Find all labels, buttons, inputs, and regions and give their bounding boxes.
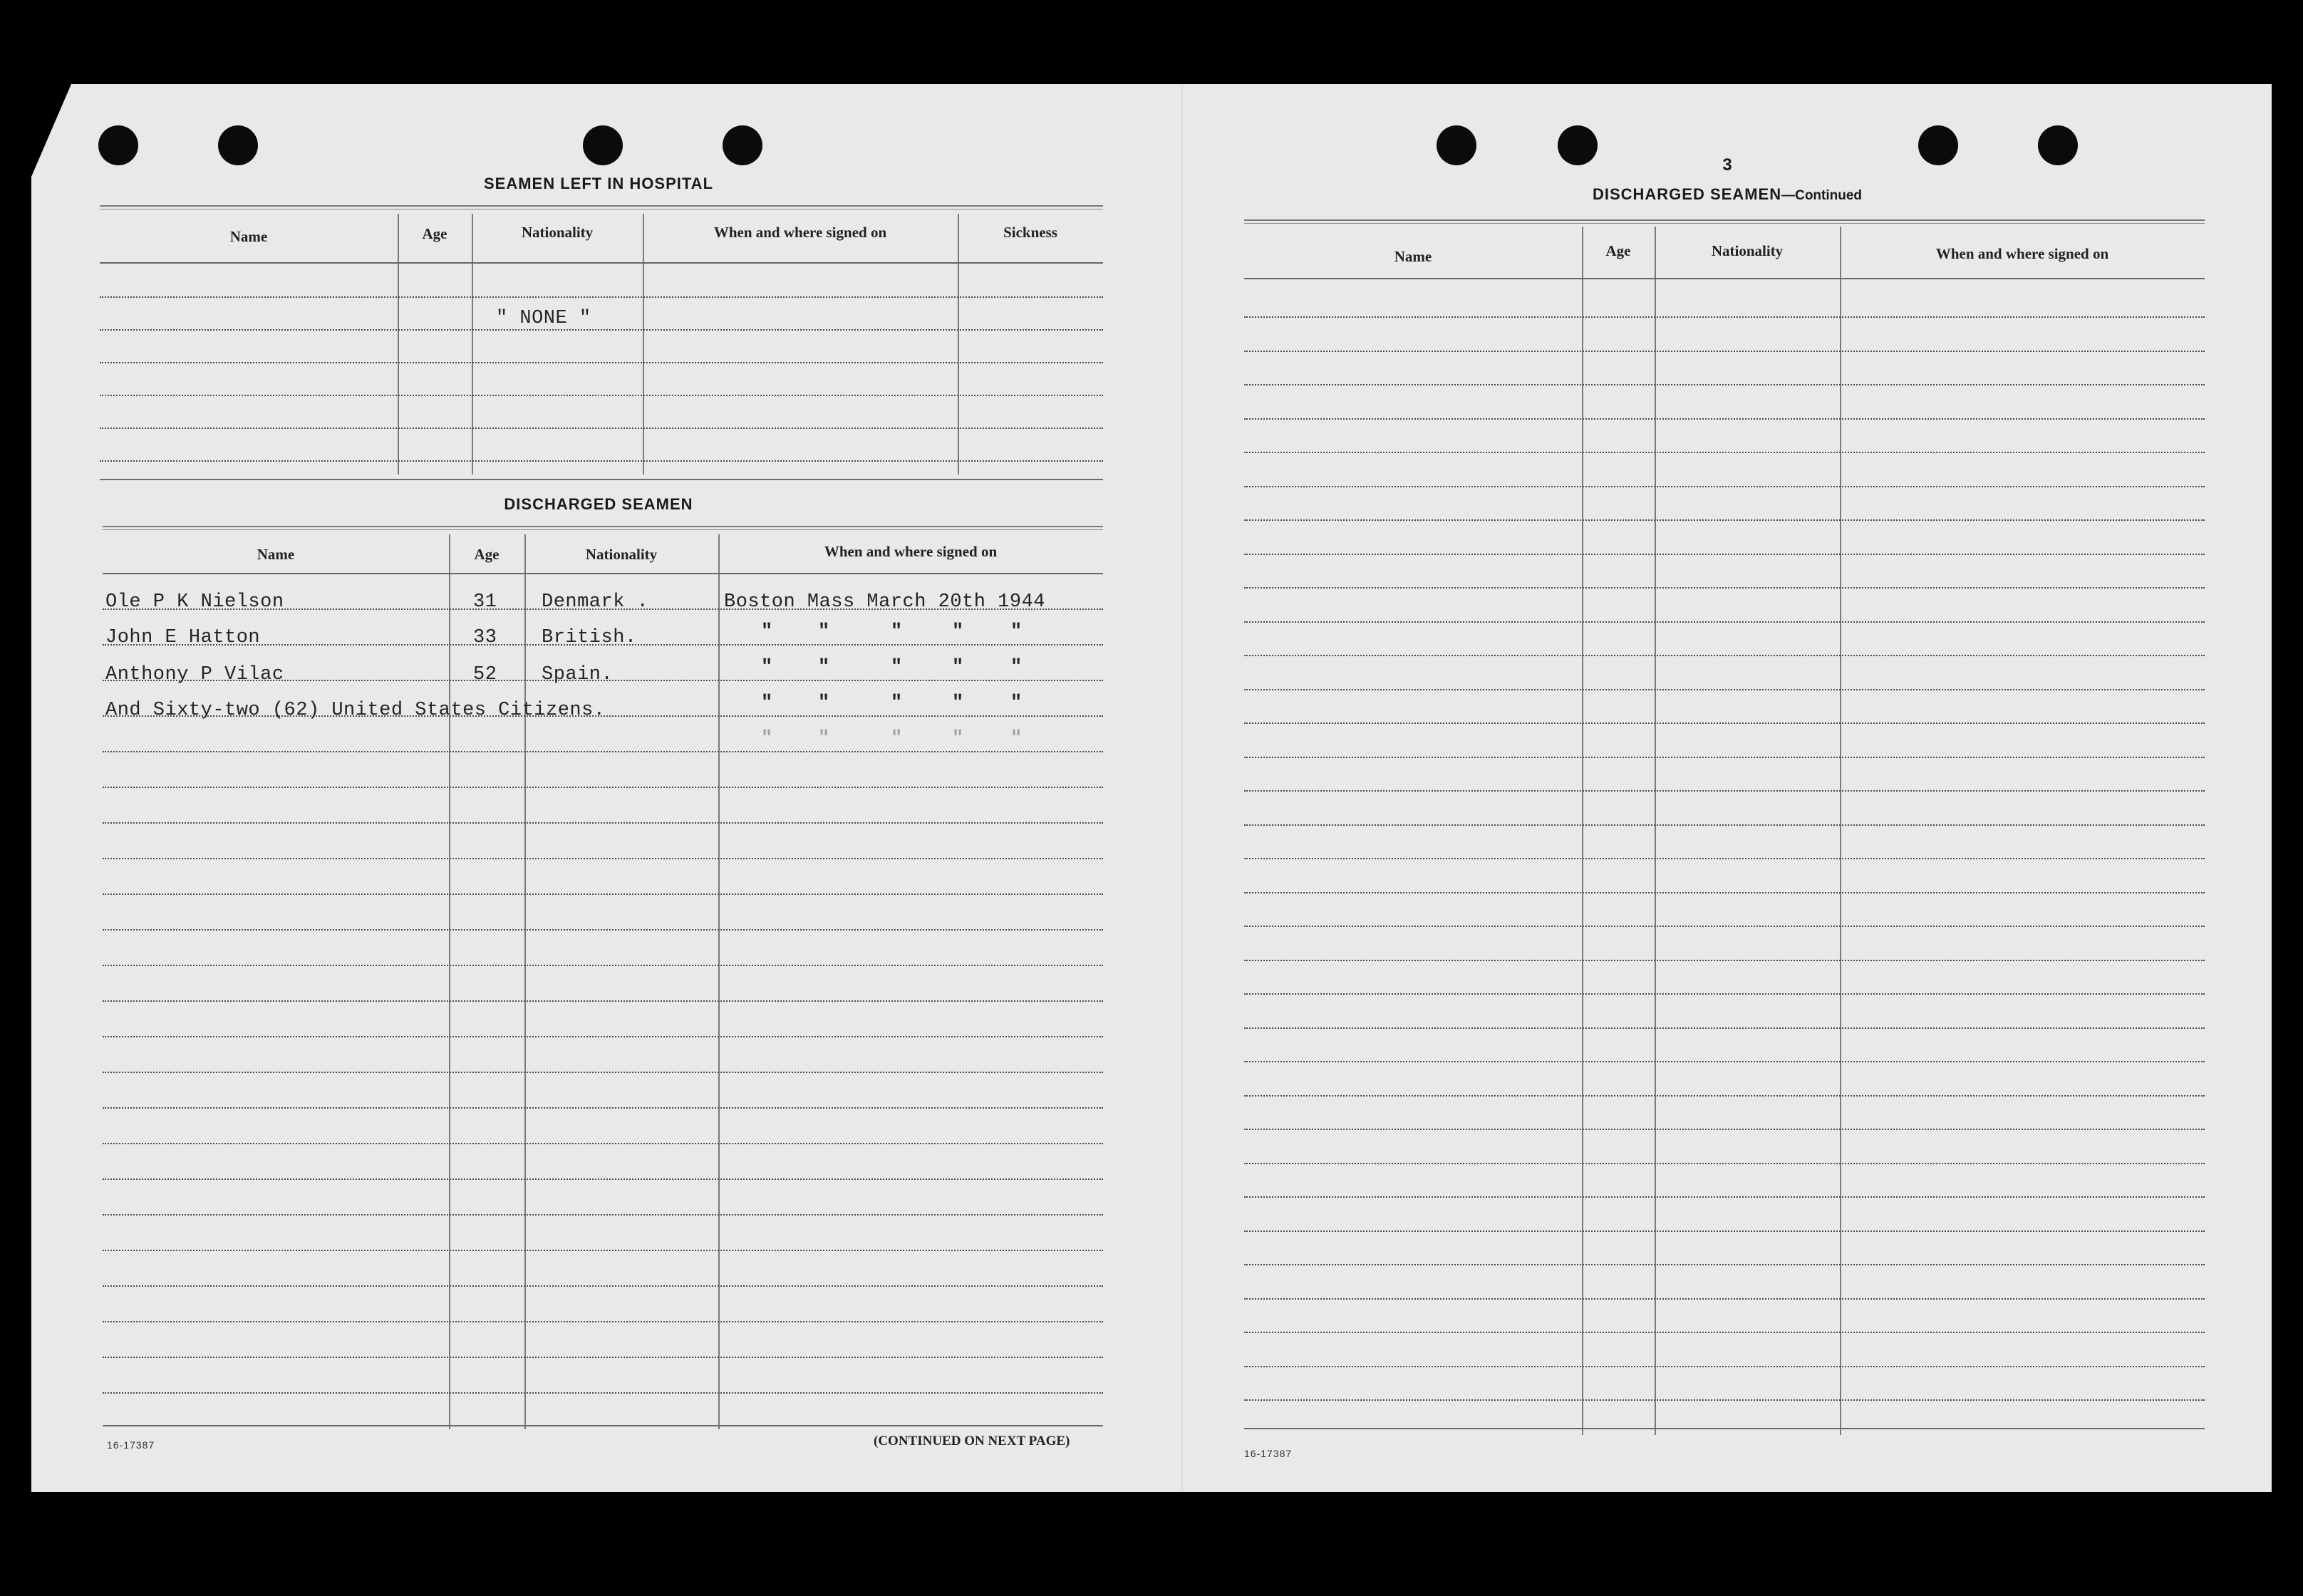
ruled-line: [103, 1392, 1103, 1394]
right-title-main: DISCHARGED SEAMEN: [1592, 185, 1782, 203]
continued-table: [1244, 219, 2205, 1435]
ditto-mark: ": [818, 693, 830, 714]
ruled-line: [103, 893, 1103, 895]
ditto-mark: ": [952, 657, 964, 678]
ditto-mark: ": [891, 693, 903, 714]
ruled-line: [103, 1178, 1103, 1180]
ruled-line: [1244, 587, 2205, 589]
ruled-line: [1244, 993, 2205, 995]
ruled-line: [103, 1036, 1103, 1037]
ditto-mark: ": [1010, 621, 1023, 643]
ditto-mark: ": [818, 728, 830, 750]
right-col-signed-on: When and where signed on: [1935, 245, 2109, 262]
right-col-name: Name: [1394, 248, 1432, 265]
ruled-line: [1244, 655, 2205, 656]
ditto-mark: ": [761, 693, 773, 714]
ruled-line: [1244, 1061, 2205, 1062]
ruled-line: [1244, 452, 2205, 453]
row-1-name: Ole P K Nielson: [105, 591, 284, 613]
ruled-line: [103, 1250, 1103, 1251]
ruled-line: [1244, 486, 2205, 487]
ruled-line: [1244, 1298, 2205, 1300]
ditto-mark: ": [891, 657, 903, 678]
binder-hole: [1918, 125, 1958, 165]
row-1-signed-on: Boston Mass March 20th 1944: [724, 591, 1045, 613]
right-col-nationality: Nationality: [1711, 242, 1784, 259]
ruled-line: [1244, 689, 2205, 690]
ruled-line: [1244, 1163, 2205, 1164]
row-3-age: 52: [473, 664, 497, 685]
ruled-line: [103, 822, 1103, 824]
ruled-line: [1244, 418, 2205, 420]
hospital-col-age: Age: [422, 225, 447, 242]
ruled-line: [1244, 1129, 2205, 1130]
ruled-line: [1244, 554, 2205, 555]
ruled-line: [1244, 621, 2205, 623]
ruled-line: [1244, 824, 2205, 826]
row-2-name: John E Hatton: [105, 627, 261, 648]
ditto-mark: ": [952, 693, 964, 714]
ditto-mark: ": [952, 728, 964, 750]
ruled-line: [103, 1072, 1103, 1073]
ruled-line: [103, 965, 1103, 966]
hospital-table: [100, 205, 1103, 482]
summary-line: And Sixty-two (62) United States Citizens.: [105, 700, 606, 721]
row-2-nationality: British.: [542, 627, 637, 648]
discharged-col-name: Name: [257, 546, 295, 563]
right-col-age: Age: [1605, 242, 1631, 259]
row-1-nationality: Denmark .: [542, 591, 649, 613]
right-section-title: [1513, 185, 1941, 204]
discharged-section-title: DISCHARGED SEAMEN: [504, 495, 693, 513]
ruled-line: [1244, 1095, 2205, 1097]
ruled-line: [1244, 1366, 2205, 1367]
ditto-mark: ": [1010, 657, 1023, 678]
binder-hole: [583, 125, 623, 165]
ruled-line: [103, 858, 1103, 859]
hospital-col-signed-on: When and where signed on: [713, 224, 887, 241]
ruled-line: [103, 1214, 1103, 1216]
ruled-line: [1244, 1196, 2205, 1198]
ruled-line: [103, 1285, 1103, 1287]
continued-footer: (CONTINUED ON NEXT PAGE): [874, 1434, 1070, 1449]
hospital-col-name: Name: [229, 228, 268, 245]
ruled-line: [103, 929, 1103, 931]
hospital-none-entry: " NONE ": [496, 308, 591, 329]
ruled-line: [1244, 1399, 2205, 1401]
row-3-name: Anthony P Vilac: [105, 664, 284, 685]
ditto-mark: ": [818, 657, 830, 678]
hospital-col-nationality: Nationality: [521, 224, 594, 241]
ruled-line: [103, 1357, 1103, 1358]
ditto-mark: ": [761, 728, 773, 750]
ruled-line: [103, 1000, 1103, 1002]
ruled-line: [1244, 316, 2205, 318]
page-fold: [1181, 84, 1183, 1492]
hospital-col-sickness: Sickness: [1003, 224, 1057, 241]
ruled-line: [1244, 519, 2205, 521]
discharged-col-nationality: Nationality: [585, 546, 658, 563]
ruled-line: [1244, 892, 2205, 893]
ruled-line: [103, 751, 1103, 752]
right-title-suffix: —Continued: [1781, 188, 1863, 203]
ditto-mark: ": [891, 728, 903, 750]
ruled-line: [1244, 757, 2205, 758]
left-form-number: 16-17387: [107, 1439, 155, 1451]
ruled-line: [1244, 384, 2205, 385]
row-3-nationality: Spain.: [542, 664, 614, 685]
binder-hole: [1558, 125, 1598, 165]
ditto-mark: ": [1010, 728, 1023, 750]
ditto-mark: ": [952, 621, 964, 643]
row-1-age: 31: [473, 591, 497, 613]
ruled-line: [1244, 1230, 2205, 1232]
ruled-line: [1244, 351, 2205, 352]
ruled-line: [1244, 960, 2205, 961]
ruled-line: [103, 1321, 1103, 1322]
ditto-mark: ": [818, 621, 830, 643]
binder-hole: [218, 125, 258, 165]
ruled-line: [103, 1107, 1103, 1109]
ruled-line: [1244, 1332, 2205, 1333]
binder-hole: [1437, 125, 1476, 165]
binder-hole: [2038, 125, 2078, 165]
ruled-line: [1244, 858, 2205, 859]
page-number: 3: [1722, 155, 1732, 175]
binder-hole: [98, 125, 138, 165]
binder-hole: [723, 125, 762, 165]
ruled-line: [1244, 1264, 2205, 1265]
ditto-mark: ": [891, 621, 903, 643]
ditto-mark: ": [761, 621, 773, 643]
ruled-line: [1244, 926, 2205, 927]
ruled-line: [103, 1143, 1103, 1144]
right-form-number: 16-17387: [1244, 1448, 1293, 1459]
ditto-mark: ": [761, 657, 773, 678]
ruled-line: [1244, 1027, 2205, 1029]
ditto-mark: ": [1010, 693, 1023, 714]
ruled-line: [1244, 722, 2205, 724]
ruled-line: [103, 787, 1103, 788]
ruled-line: [1244, 790, 2205, 792]
discharged-col-age: Age: [474, 546, 500, 563]
discharged-col-signed-on: When and where signed on: [824, 543, 998, 560]
hospital-section-title: SEAMEN LEFT IN HOSPITAL: [483, 175, 714, 192]
row-2-age: 33: [473, 627, 497, 648]
